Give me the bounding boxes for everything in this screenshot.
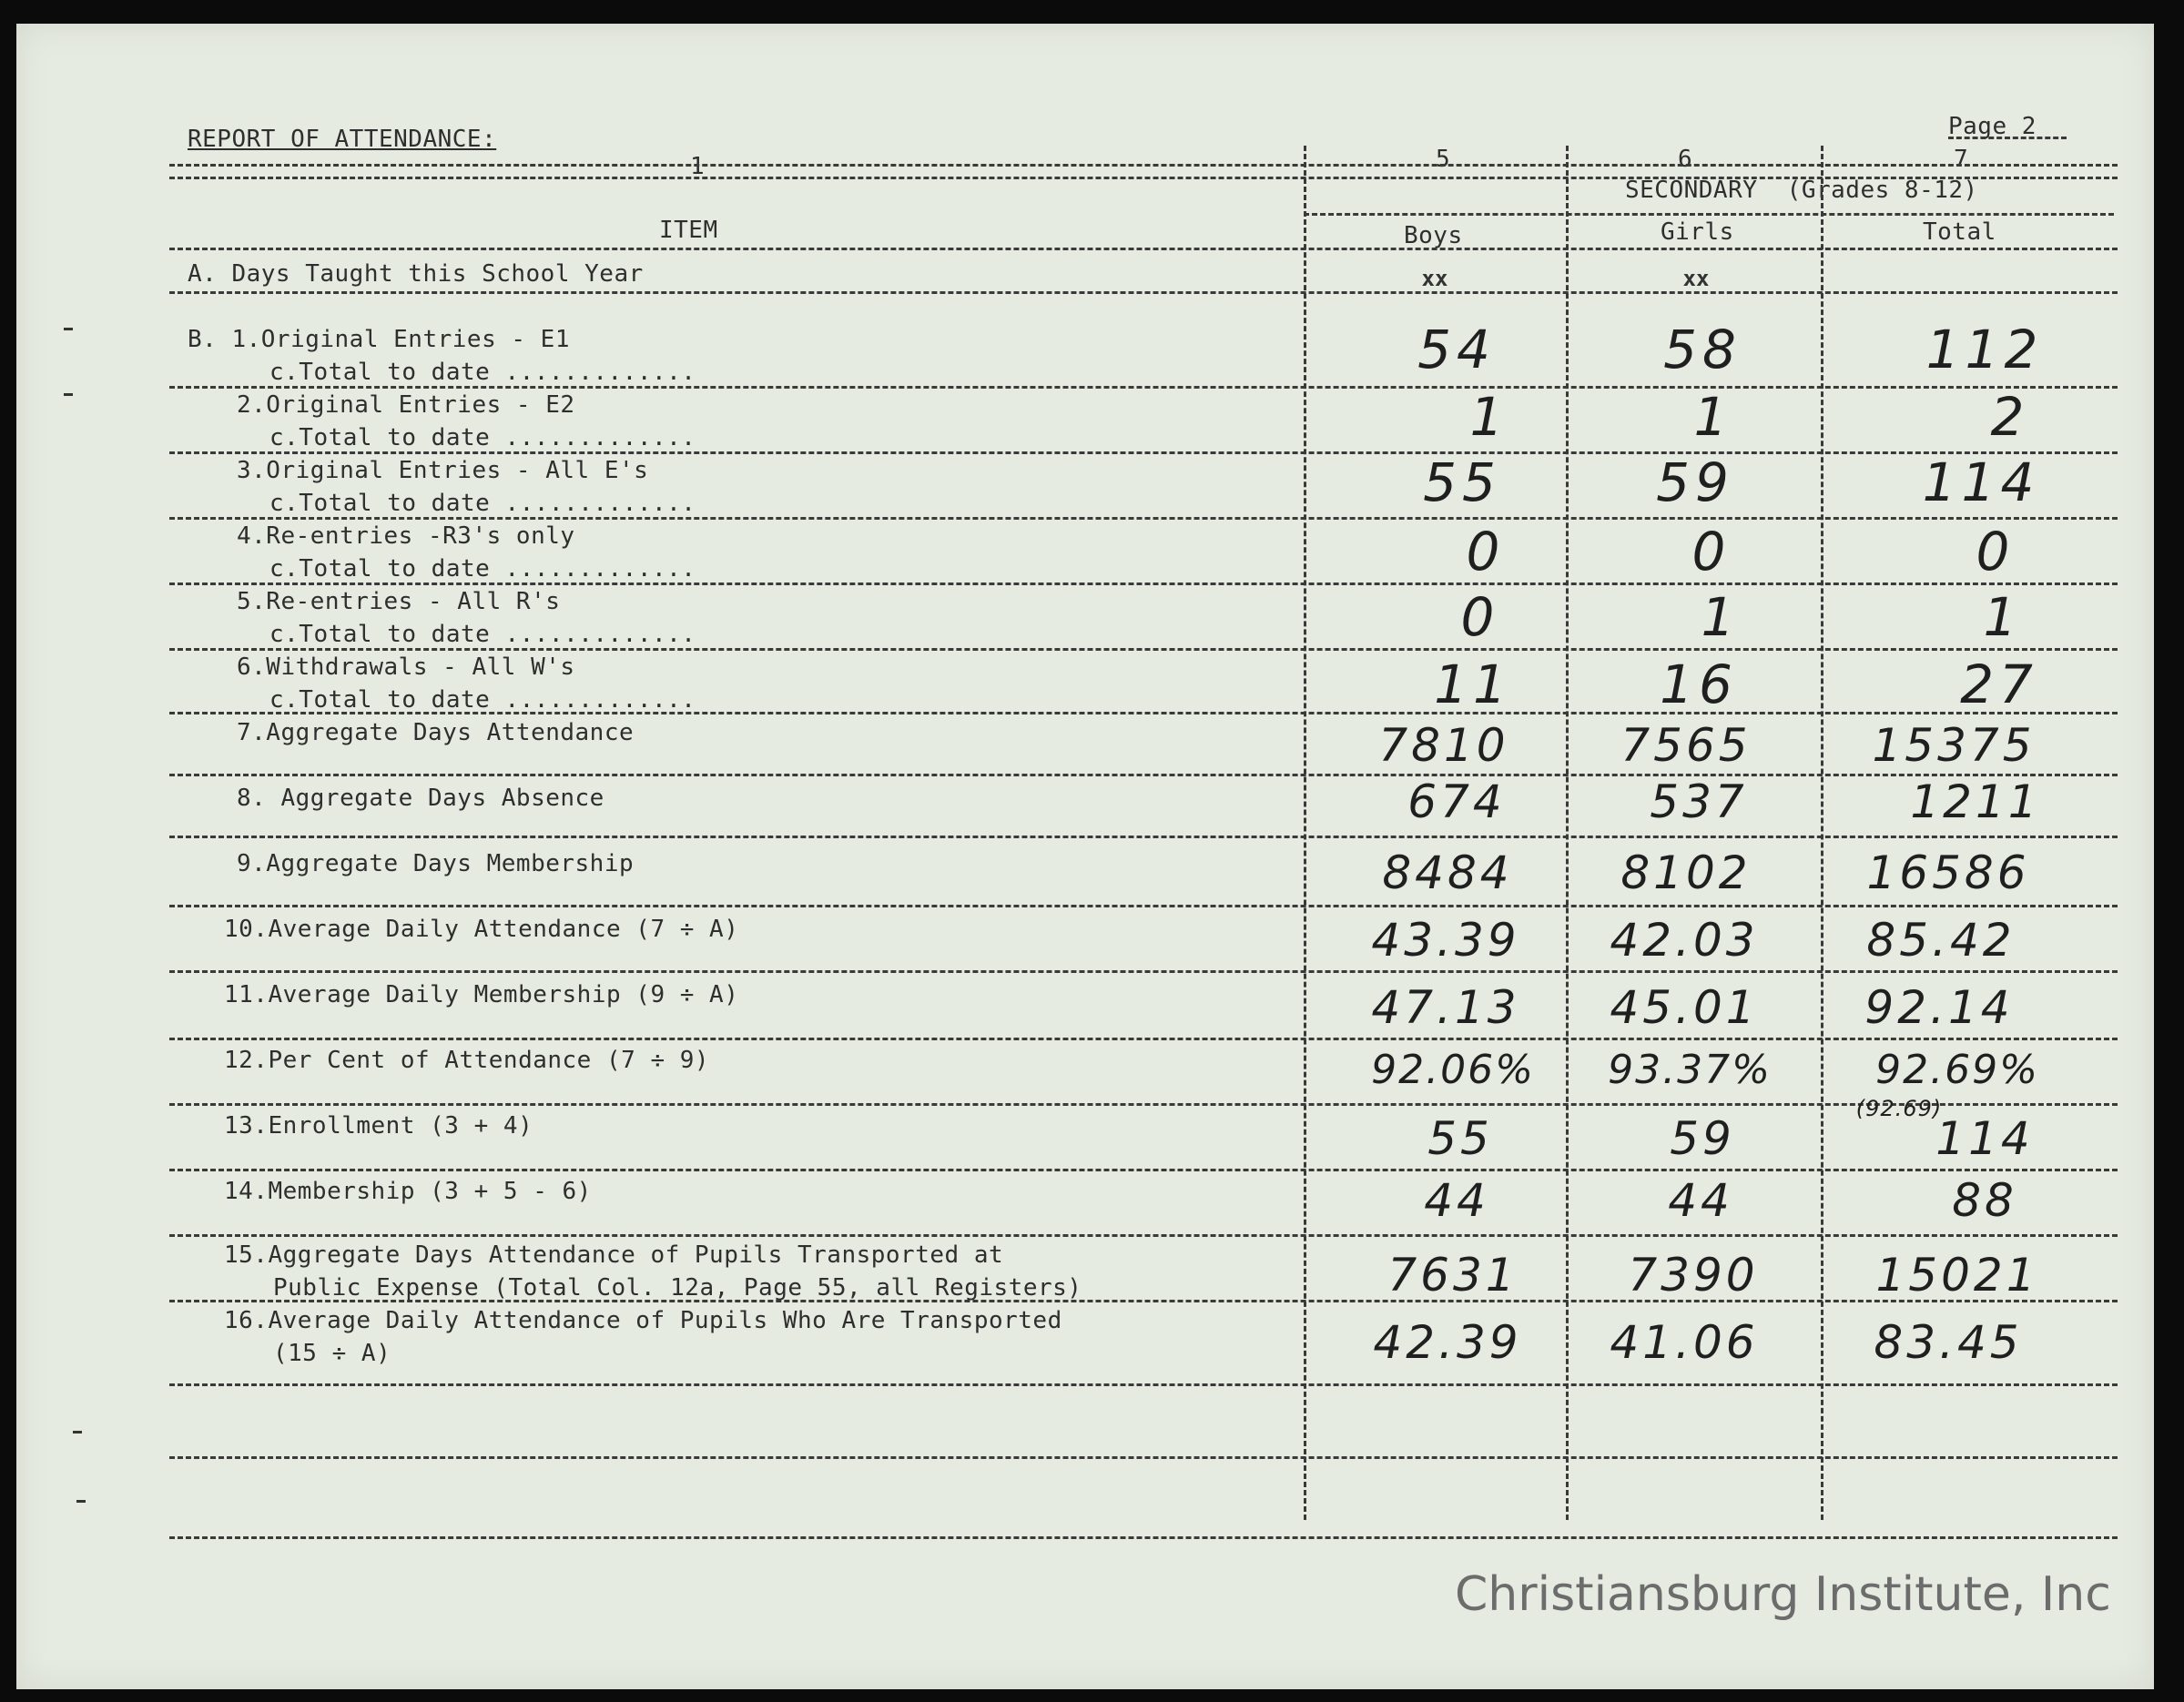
rule [169, 177, 2118, 179]
rule [169, 905, 2118, 907]
rule [169, 291, 2118, 294]
rule [169, 451, 2118, 454]
item-b15-label-cont: Public Expense (Total Col. 12a, Page 55, all Registers) [273, 1274, 1082, 1302]
b13-total: 114 [1935, 1112, 2034, 1165]
column-divider [1566, 146, 1569, 1520]
b3-total: 114 [1922, 451, 2040, 513]
b14-girls: 44 [1668, 1174, 1733, 1227]
b12-total-note: (92.69) [1855, 1096, 1943, 1121]
column-number-5: 5 [1436, 146, 1451, 173]
b6-boys: 11 [1434, 653, 1512, 715]
rule [169, 648, 2118, 651]
margin-tick [64, 328, 73, 330]
rule [169, 1103, 2118, 1106]
rule [169, 836, 2118, 838]
b2-girls: 1 [1693, 386, 1733, 448]
b10-boys: 43.39 [1371, 914, 1520, 967]
b2-total: 2 [1990, 386, 2030, 448]
rule [169, 1536, 2118, 1539]
rule [169, 248, 2118, 250]
column-number-1: 1 [690, 153, 706, 180]
rule [169, 164, 2118, 167]
b16-total: 83.45 [1874, 1316, 2023, 1369]
column-number-6: 6 [1678, 146, 1693, 173]
rule [169, 1038, 2118, 1040]
b5-boys: 0 [1460, 586, 1500, 648]
b11-boys: 47.13 [1371, 981, 1520, 1034]
item-b1-label: B. 1.Original Entries - E1 [188, 326, 570, 353]
b15-boys: 7631 [1387, 1249, 1519, 1302]
b4-boys: 0 [1466, 521, 1506, 583]
b16-girls: 41.06 [1610, 1316, 1759, 1369]
b12-total: 92.69% [1875, 1047, 2039, 1093]
column-number-7: 7 [1954, 146, 1969, 173]
item-b13-label: 13.Enrollment (3 + 4) [224, 1112, 533, 1140]
b6-total: 27 [1960, 653, 2038, 715]
b8-total: 1211 [1910, 775, 2041, 828]
b9-girls: 8102 [1620, 846, 1752, 899]
b7-girls: 7565 [1620, 719, 1752, 772]
item-heading: ITEM [659, 217, 718, 244]
rule [169, 1169, 2118, 1171]
b8-boys: 674 [1407, 775, 1506, 828]
watermark: Christiansburg Institute, Inc [1455, 1567, 2111, 1622]
b13-boys: 55 [1427, 1112, 1493, 1165]
rule [1948, 137, 2067, 139]
item-b6-total-label: c.Total to date ............. [269, 686, 696, 714]
b9-boys: 8484 [1382, 846, 1513, 899]
b11-total: 92.14 [1864, 981, 2014, 1034]
item-b1-total-label: c.Total to date ............. [269, 359, 696, 386]
b4-total: 0 [1976, 521, 2016, 583]
item-b5-total-label: c.Total to date ............. [269, 621, 696, 648]
report-title: REPORT OF ATTENDANCE: [188, 126, 497, 153]
column-divider [1821, 146, 1823, 1520]
item-b3-label: 3.Original Entries - All E's [237, 457, 649, 484]
b3-girls: 59 [1656, 451, 1734, 513]
item-b2-label: 2.Original Entries - E2 [237, 391, 575, 419]
b8-girls: 537 [1650, 775, 1748, 828]
item-b12-label: 12.Per Cent of Attendance (7 ÷ 9) [224, 1047, 710, 1074]
item-b7-label: 7.Aggregate Days Attendance [237, 719, 635, 746]
b7-boys: 7810 [1378, 719, 1509, 772]
boys-heading: Boys [1404, 222, 1463, 249]
b14-boys: 44 [1424, 1174, 1489, 1227]
margin-tick [76, 1500, 86, 1503]
item-b3-total-label: c.Total to date ............. [269, 490, 696, 517]
rule [169, 1456, 2118, 1459]
b9-total: 16586 [1866, 846, 2030, 899]
b11-girls: 45.01 [1610, 981, 1759, 1034]
item-b8-label: 8. Aggregate Days Absence [237, 785, 604, 812]
column-divider [1304, 146, 1306, 1520]
item-b10-label: 10.Average Daily Attendance (7 ÷ A) [224, 916, 739, 943]
b4-girls: 0 [1691, 521, 1732, 583]
b15-girls: 7390 [1628, 1249, 1759, 1302]
b2-boys: 1 [1469, 386, 1509, 448]
secondary-heading: SECONDARY (Grades 8-12) [1625, 177, 1978, 204]
days-taught-girls: xx [1682, 266, 1710, 291]
rule [169, 1234, 2118, 1237]
item-b11-label: 11.Average Daily Membership (9 ÷ A) [224, 981, 739, 1008]
b13-girls: 59 [1670, 1112, 1735, 1165]
b14-total: 88 [1952, 1174, 2017, 1227]
b6-girls: 16 [1660, 653, 1738, 715]
b1-boys: 54 [1417, 319, 1496, 380]
b1-total: 112 [1925, 319, 2044, 380]
page-number: Page 2 [1948, 113, 2037, 140]
b5-girls: 1 [1701, 586, 1741, 648]
item-b2-total-label: c.Total to date ............. [269, 424, 696, 451]
total-heading: Total [1923, 218, 1996, 246]
rule [169, 386, 2118, 389]
b10-total: 85.42 [1866, 914, 2016, 967]
b15-total: 15021 [1875, 1249, 2039, 1302]
rule [169, 1383, 2118, 1386]
rule [169, 517, 2118, 520]
margin-tick [64, 393, 73, 396]
item-b9-label: 9.Aggregate Days Membership [237, 850, 635, 877]
days-taught-boys: xx [1421, 266, 1448, 291]
b5-total: 1 [1983, 586, 2023, 648]
b10-girls: 42.03 [1610, 914, 1759, 967]
b12-girls: 93.37% [1608, 1047, 1772, 1093]
margin-tick [73, 1431, 82, 1434]
item-b14-label: 14.Membership (3 + 5 - 6) [224, 1178, 592, 1205]
rule [1304, 213, 2114, 216]
item-b6-label: 6.Withdrawals - All W's [237, 653, 575, 681]
item-b4-label: 4.Re-entries -R3's only [237, 522, 575, 550]
b12-boys: 92.06% [1371, 1047, 1535, 1093]
item-b16-label: 16.Average Daily Attendance of Pupils Who Are Transported [224, 1307, 1062, 1334]
b1-girls: 58 [1663, 319, 1742, 380]
item-b5-label: 5.Re-entries - All R's [237, 588, 561, 615]
item-b4-total-label: c.Total to date ............. [269, 555, 696, 583]
item-a-label: A. Days Taught this School Year [188, 260, 644, 288]
rule [169, 970, 2118, 973]
b7-total: 15375 [1872, 719, 2036, 772]
girls-heading: Girls [1661, 218, 1734, 246]
item-b16-label-cont: (15 ÷ A) [273, 1340, 391, 1367]
rule [169, 774, 2118, 776]
b16-boys: 42.39 [1373, 1316, 1522, 1369]
b3-boys: 55 [1423, 451, 1501, 513]
item-b15-label: 15.Aggregate Days Attendance of Pupils Transported at [224, 1241, 1004, 1269]
rule [169, 583, 2118, 585]
